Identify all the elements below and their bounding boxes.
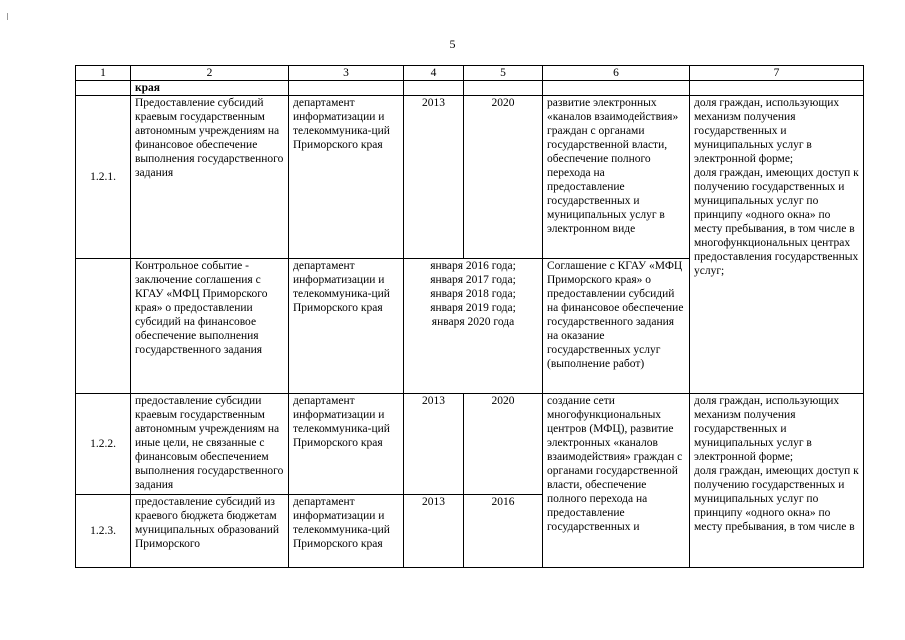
control-executor: департамент информатизации и телекоммуника-ций Приморского края — [289, 259, 404, 394]
col-header-4: 4 — [404, 66, 464, 81]
indicators-block-1: доля граждан, использующих механизм получения государственных и муниципальных услуг в электронной форме; доля граждан, имеющих доступ к получению государственных и муниципальных услуг по принципу «одного окна» по месту пребывания, в том числе в многофункциональных центрах предоставления государственных услуг; — [690, 96, 864, 394]
end-year: 2020 — [464, 96, 543, 259]
activity-description: Предоставление субсидий краевым государственным автономным учреждениям на финансовое обеспечение выполнения государственного задания — [131, 96, 289, 259]
activity-description: предоставление субсидий из краевого бюджета бюджетам муниципальных образований Приморского — [131, 495, 289, 568]
control-num-cell — [76, 259, 131, 394]
region-start-cell — [404, 81, 464, 96]
row-number-122: 1.2.2. — [76, 394, 131, 495]
page-number: 5 — [449, 37, 456, 51]
col-header-3: 3 — [289, 66, 404, 81]
start-year: 2013 — [404, 495, 464, 568]
table-row — [76, 394, 864, 495]
region-executor-cell — [289, 81, 404, 96]
region-num-cell — [76, 81, 131, 96]
start-year: 2013 — [404, 394, 464, 495]
executor: департамент информатизации и телекоммуника-ций Приморского края — [289, 96, 404, 259]
control-dates: января 2016 года; января 2017 года; января 2018 года; января 2019 года; января 2020 года — [404, 259, 543, 394]
region-end-cell — [464, 81, 543, 96]
expected-result-2: создание сети многофункциональных центров (МФЦ), развитие электронных «каналов взаимодействия» граждан с органами государственной власти, обеспечение полного перехода на предоставление государственных и — [543, 394, 690, 568]
row-number-121: 1.2.1. — [76, 96, 131, 259]
region-continuation-row — [76, 81, 864, 96]
program-activities-table — [75, 65, 864, 568]
end-year: 2020 — [464, 394, 543, 495]
activity-description: предоставление субсидии краевым государственным автономным учреждениям на иные цели, не связанные с финансовым обеспечением выполнения государственного задания — [131, 394, 289, 495]
header-row — [76, 66, 864, 81]
region-text: края — [131, 81, 289, 96]
table-row — [76, 96, 864, 259]
col-header-7: 7 — [690, 66, 864, 81]
col-header-5: 5 — [464, 66, 543, 81]
start-year: 2013 — [404, 96, 464, 259]
executor: департамент информатизации и телекоммуника-ций Приморского края — [289, 495, 404, 568]
indicators-block-2: доля граждан, использующих механизм получения государственных и муниципальных услуг в электронной форме; доля граждан, имеющих доступ к получению государственных и муниципальных услуг по принципу «одного окна» по месту пребывания, в том числе в — [690, 394, 864, 568]
col-header-6: 6 — [543, 66, 690, 81]
row-number-123: 1.2.3. — [76, 495, 131, 568]
col-header-1: 1 — [76, 66, 131, 81]
end-year: 2016 — [464, 495, 543, 568]
executor: департамент информатизации и телекоммуника-ций Приморского края — [289, 394, 404, 495]
margin-mark — [7, 13, 8, 20]
region-indicator-cell — [690, 81, 864, 96]
expected-result: развитие электронных «каналов взаимодействия» граждан с органами государственной власти, обеспечение полного перехода на предоставление государственных и муниципальных услуг в электронном виде — [543, 96, 690, 259]
control-event-description: Контрольное событие - заключение соглашения с КГАУ «МФЦ Приморского края» о предоставлении субсидий на финансовое обеспечение выполнения государственного задания — [131, 259, 289, 394]
control-result: Соглашение с КГАУ «МФЦ Приморского края» о предоставлении субсидий на финансовое обеспечение государственного задания на оказание государственных услуг (выполнение работ) — [543, 259, 690, 394]
region-result-cell — [543, 81, 690, 96]
col-header-2: 2 — [131, 66, 289, 81]
